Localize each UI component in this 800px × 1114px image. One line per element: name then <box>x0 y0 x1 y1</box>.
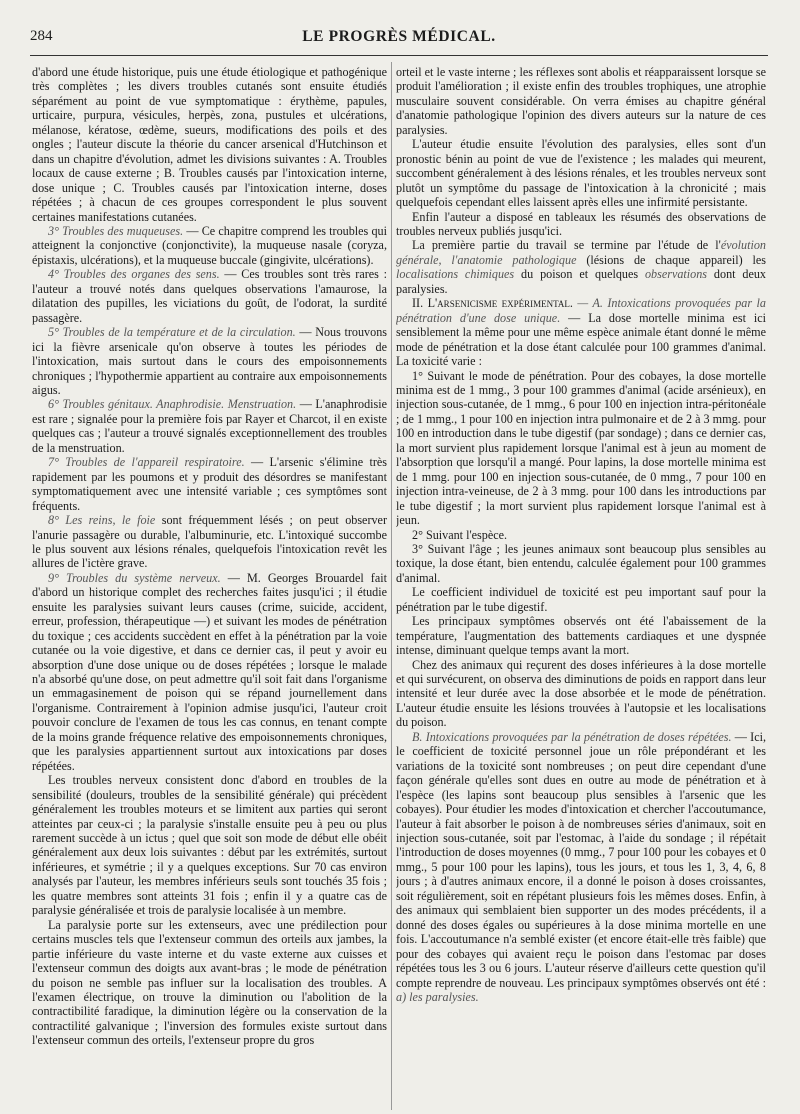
paragraph: 1° Suivant le mode de pénétration. Pour des cobayes, la dose mortelle minima est de 1 mmg., 3 pour 100 grammes d'animal (acide arsénieux), en injection sous-cutanée, de 1 mmg., 6 pour 100 en injection intra-péritonéale ; de 1 mmg., 1 pour 100 en injection intra pulmonaire et de 2 à 3 mmg. pour 100 en introduction dans le tube digestif (par sondage) ; dans ce dernier cas, la mort survient plus rapidement lorsque l'animal est à jeun au moment de l'absorption que lorsqu'il a mangé. Pour lapins, la dose mortelle minima est de 1 mmg. pour 100 en injection sous-cutanée, de 0 mmg., 7 pour 100 en injection intra-veineuse, de 2 à 3 mmg. pour 100 dans les introductions par le tube digestif ; la mort survient plus rapidement lorsque l'animal est à jeun. <box>396 368 766 528</box>
paragraph: Les troubles nerveux consistent donc d'abord en troubles de la sensibilité (douleurs, troubles de la sensibilité générale) qui précèdent généralement les troubles moteurs et se limitent aux parties qui seront atteintes par ceux-ci ; la paralysie s'installe ensuite peu à peu ou plus rarement succède à un ictus ; quel que soit son mode de début elle obéit généralement aux deux lois suivantes : début par les extrémités, surtout inférieures, et symétrie ; il y a quelques exceptions. Sur 70 cas environ analysés par l'auteur, les membres inférieurs seuls sont touchés 35 fois ; les quatre membres sont atteints 31 fois ; enfin il y a quatre cas de paralysie généralisée et trois de paralysie localisée à un membre. <box>32 773 387 918</box>
paragraph: 3° Suivant l'âge ; les jeunes animaux sont beaucoup plus sensibles au toxique, la dose étant, bien entendu, calculée également pour 100 grammes d'animal. <box>396 541 766 585</box>
paragraph: orteil et le vaste interne ; les réflexes sont abolis et réapparaissent lorsque se produit l'amélioration ; il existe enfin des troubles trophiques, une atrophie musculaire souvent considérable. On verra émises au chapitre général d'anatomie pathologique l'opinion des divers auteurs sur la nature de ces paralysies. <box>396 65 766 137</box>
paragraph: 7° Troubles de l'appareil respiratoire. — L'arsenic s'élimine très rapidement par les poumons et y produit des désordres se manifestant symptomatiquement avec une intensité variable ; ces symptômes sont fréquents. <box>32 455 387 513</box>
section-heading: 3° Troubles des muqueuses. <box>48 223 184 238</box>
paragraph: L'auteur étudie ensuite l'évolution des paralysies, elles sont d'un pronostic bénin au point de vue de l'existence ; les malades qui meurent, succombent généralement à des lésions rénales, et les troubles nerveux sont plutôt un symptôme du passage de l'intoxication à la chronicité ; mais quelquefois cependant elles laissent après elles une infirmité persistante. <box>396 137 766 210</box>
paragraph: II. L'arsenicisme expérimental. — A. Intoxications provoquées par la pénétration d'une dose unique. — La dose mortelle minima est ici sensiblement la même pour une même espèce animale étant donné le même mode de pénétration et la dose étant calculée pour 100 grammes d'animal. La toxicité varie : <box>396 296 766 369</box>
running-title: LE PROGRÈS MÉDICAL. <box>302 28 496 45</box>
paragraph: Chez des animaux qui reçurent des doses inférieures à la dose mortelle et qui survécurent, on observa des diminutions de poids en rapport dans leur intensité et leur durée avec la dose absorbée et le mode de pénétration. L'auteur étudie ensuite les lésions trouvées à l'autopsie et les localisations du poison. <box>396 657 766 730</box>
header-rule <box>30 55 768 56</box>
section-heading: 6° Troubles génitaux. Anaphrodisie. Menstruation. <box>48 397 297 412</box>
section-heading: 4° Troubles des organes des sens. <box>48 267 220 282</box>
paragraph: 6° Troubles génitaux. Anaphrodisie. Menstruation. — L'anaphrodisie est rare ; signalée pour la première fois par Rayer et Charcot, il en existe quelques cas ; l'auteur a trouvé signalés exceptionnellement des troubles de la menstruation. <box>32 397 387 455</box>
paragraph: B. Intoxications provoquées par la pénétration de doses répétées. — Ici, le coefficient de toxicité personnel joue un rôle prépondérant et les variations de la toxicité sont nombreuses ; on peut dire cependant d'une façon générale qu'elles sont dues en outre au mode de pénétration et à l'espèce (les lapins sont beaucoup plus sensibles à l'arsenic que les cobayes). Pour étudier les modes d'intoxication et chercher l'accoutumance, l'auteur à fait absorber le poison à de nombreuses séries d'animaux, soit en injection sous-cutanée, soit par l'estomac, à l'aide du sondage ; il répétait l'introduction de doses moyennes (0 mmg., 7 pour 100 pour les cobayes et 0 mmg., 5 pour 100 pour les lapins), tous les jours, et tous les 1, 3, 4, 6, 8 jours ; à d'autres animaux encore, il a donné le poison à doses croissantes, soit régulièrement, soit en répétant plusieurs fois les mêmes doses. Enfin, à des animaux qui semblaient bien supporter un des modes précédents, il a donné des doses égales ou supérieures à la dose minima mortelle en une fois. L'accoutumance n'a semblé exister (et encore était-elle très faible) que pour des cobayes qui avaient reçu le poison dans l'estomac par doses répétées tous les 3 ou 6 jours. L'auteur réserve d'ailleurs cette question qu'il compte reprendre de nouveau. Les principaux symptômes observés ont été : a) les paralysies. <box>396 729 766 1004</box>
section-heading: 8° Les reins, le foie <box>48 513 156 528</box>
paragraph: La première partie du travail se termine par l'étude de l'évolution générale, l'anatomie pathologique (lésions de chaque appareil) les localisations chimiques du poison et quelques observations dont deux paralysies. <box>396 238 766 296</box>
subsection-heading: — A. Intoxications provoquées par la pénétration d'une dose unique. <box>396 296 766 325</box>
section-heading: 9° Troubles du système nerveux. <box>48 570 221 585</box>
section-heading: 5° Troubles de la température et de la circulation. <box>48 325 296 340</box>
paragraph: La paralysie porte sur les extenseurs, avec une prédilection pour certains muscles tels que l'extenseur commun des orteils aux jambes, la partie inférieure du vaste interne et du vaste externe aux cuisses et l'extenseur commun des doigts aux avant-bras ; le mode de pénétration du poison ne semble pas influer sur la localisation des troubles. A l'examen électrique, on trouve la diminution ou l'abolition de la contractibilité faradique, la diminution légère ou la conservation de la contractilité galvanique ; l'inversion des formules existe surtout dans l'extenseur commun des orteils, l'extenseur propre du gros <box>32 917 387 1048</box>
section-heading: II. L'arsenicisme expérimental. <box>412 296 573 311</box>
paragraph: Enfin l'auteur a disposé en tableaux les résumés des observations de troubles nerveux publiés jusqu'ici. <box>396 209 766 238</box>
paragraph: Les principaux symptômes observés ont été l'abaissement de la température, l'augmentation des battements cardiaques et une dyspnée intense, diminuant quelque temps avant la mort. <box>396 614 766 658</box>
paragraph: 4° Troubles des organes des sens. — Ces troubles sont très rares : l'auteur a trouvé notés dans quelques observations l'amaurose, la dilatation des pupilles, les viciations du goût, de l'odorat, la surdité passagère. <box>32 267 387 325</box>
right-column <box>396 65 766 1110</box>
paragraph: d'abord une étude historique, puis une étude étiologique et pathogénique très complètes ; les divers troubles cutanés sont ensuite étudiés séparément au point de vue symptomatique : érythème, papules, urticaire, purpura, vésicules, herpès, zona, pustules et ulcérations, mélanose, kératose, œdème, sueurs, modifications des poils et des ongles ; l'auteur discute la théorie du cancer arsenical d'Hutchinson et dans un chapitre d'évolution, admet les divisions suivantes : A. Troubles locaux de cause externe ; B. Troubles causés par l'intoxication interne, dose unique ; C. Troubles causés par l'intoxication interne, doses répétées ; à chacun de ces groupes correspondent le plus souvent certaines manifestations cutanées. <box>32 65 387 224</box>
paragraph: Le coefficient individuel de toxicité est peu important sauf pour la pénétration par le tube digestif. <box>396 585 766 614</box>
column-divider <box>391 62 392 1110</box>
left-column <box>32 65 387 1110</box>
paragraph: 5° Troubles de la température et de la circulation. — Nous trouvons ici la fièvre arsenicale qu'on observe à toutes les périodes de l'intoxication, mais surtout dans le cours des empoisonnements chroniques ; l'hypothermie appartient au contraire aux empoisonnements aigus. <box>32 325 387 397</box>
subsection-heading: B. Intoxications provoquées par la pénétration de doses répétées. <box>412 729 732 744</box>
paragraph: 3° Troubles des muqueuses. — Ce chapitre comprend les troubles qui atteignent la conjonctive (conjonctivite), la muqueuse nasale (coryza, épistaxis, ulcérations), et la muqueuse buccale (gingivite, ulcérations). <box>32 223 387 267</box>
paragraph: 9° Troubles du système nerveux. — M. Georges Brouardel fait d'abord un historique complet des recherches faites jusqu'ici ; il étudie ensuite les paralysies suivant leurs causes (crime, suicide, accident, erreur, profession, thérapeutique —) et suivant les modes de pénétration du toxique ; ces accidents succèdent en effet à la pénétration par la voie cutanée ou la voie digestive, et dans ce dernier cas, il peut y avoir eu absorption d'une dose unique ou de doses répétées ; lorsque le malade n'a absorbé qu'une dose, on peut admettre qu'il soit fait dans l'organisme un emmagasinement de poison qui se répand journellement dans l'organisme. Contrairement à l'opinion admise jusqu'ici, l'auteur croit pouvoir conclure de l'examen de tous les cas connus, en tenant compte de la moins grande fréquence relative des empoisonnements chroniques, que les paralysies appartiennent surtout aux intoxications par doses répétées. <box>32 570 387 773</box>
paragraph: 2° Suivant l'espèce. <box>412 527 508 542</box>
page-header <box>30 28 768 52</box>
section-heading: 7° Troubles de l'appareil respiratoire. <box>48 455 245 470</box>
page-number: 284 <box>30 28 53 44</box>
paragraph: 8° Les reins, le foie sont fréquemment lésés ; on peut observer l'anurie passagère ou durable, l'albuminurie, etc. L'intoxiqué succombe le plus souvent aux lésions rénales, quelquefois l'intoxication revêt les allures de l'ictère grave. <box>32 513 387 571</box>
